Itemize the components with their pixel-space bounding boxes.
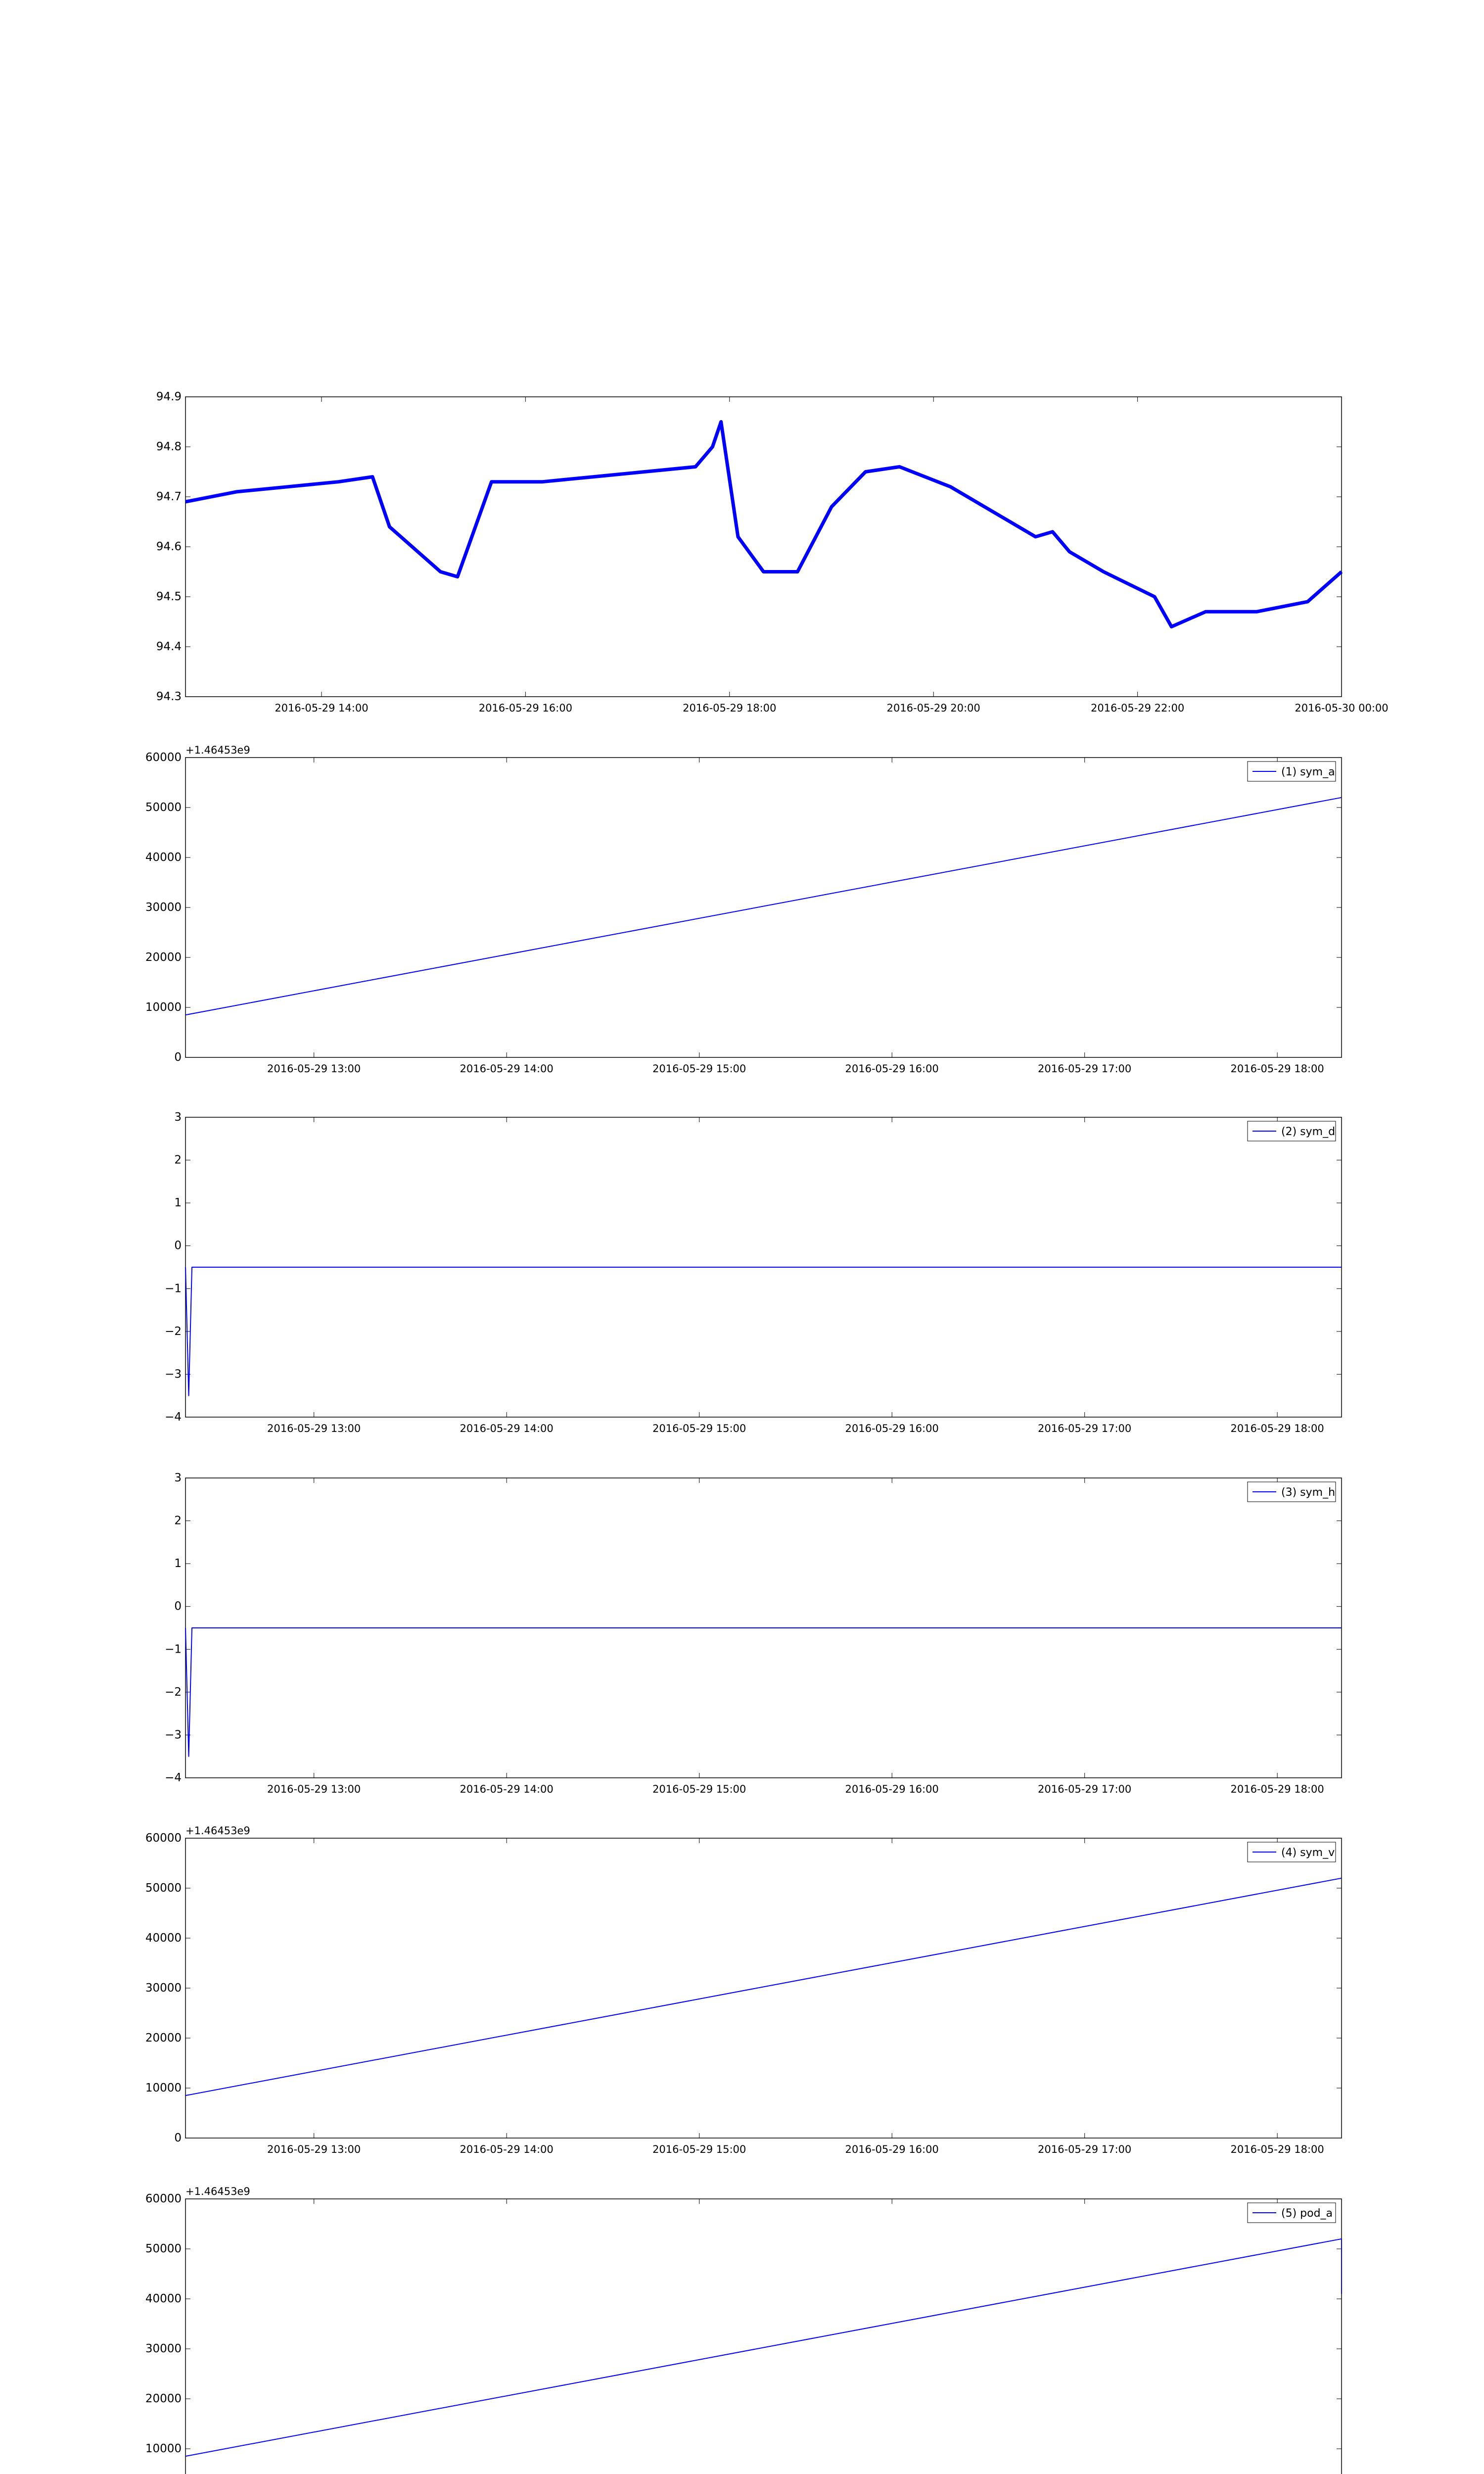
x-tick-label: 2016-05-29 16:00 [845,1063,939,1075]
x-tick-label: 2016-05-29 14:00 [460,1063,554,1075]
x-tick-label: 2016-05-29 18:00 [683,702,777,714]
y-offset-label: +1.46453e9 [186,2186,250,2197]
chart-panel-6 [145,2186,1342,2474]
x-tick-label: 2016-05-29 17:00 [1038,1063,1132,1075]
y-tick-label: 0 [174,1051,182,1064]
y-tick-label: −3 [165,1728,182,1742]
y-tick-label: 50000 [145,2242,182,2255]
y-tick-label: 60000 [145,2192,182,2205]
y-tick-label: −2 [165,1685,182,1699]
y-tick-label: 10000 [145,2442,182,2455]
chart-panel-2 [145,744,1342,1075]
y-tick-label: 30000 [145,1982,182,1995]
y-tick-label: 40000 [145,2292,182,2305]
x-tick-label: 2016-05-29 16:00 [845,2143,939,2155]
x-tick-label: 2016-05-29 14:00 [460,2143,554,2155]
chart-panel-1 [156,390,1389,714]
legend-label: (5) pod_a [1281,2207,1333,2220]
y-tick-label: 30000 [145,901,182,914]
chart-panel-4 [165,1472,1342,1795]
x-tick-label: 2016-05-29 18:00 [1230,1783,1324,1795]
y-tick-label: 60000 [145,751,182,764]
x-tick-label: 2016-05-29 16:00 [845,1783,939,1795]
plot-area [186,758,1342,1057]
x-tick-label: 2016-05-29 18:00 [1230,1423,1324,1434]
x-tick-label: 2016-05-29 14:00 [460,1783,554,1795]
x-tick-label: 2016-05-29 14:00 [275,702,369,714]
legend-label: (4) sym_v [1281,1847,1335,1859]
y-tick-label: 94.4 [156,640,182,653]
chart-panel-3 [165,1111,1342,1434]
y-tick-label: 0 [174,1239,182,1252]
y-tick-label: 60000 [145,1832,182,1845]
y-tick-label: 30000 [145,2342,182,2355]
x-tick-label: 2016-05-29 15:00 [652,1783,746,1795]
x-tick-label: 2016-05-29 18:00 [1230,1063,1324,1075]
x-tick-label: 2016-05-29 15:00 [652,2143,746,2155]
x-tick-label: 2016-05-29 14:00 [460,1423,554,1434]
y-tick-label: 3 [174,1472,182,1484]
x-tick-label: 2016-05-29 13:00 [267,1063,361,1075]
y-tick-label: 94.7 [156,490,182,503]
plot-area [186,1838,1342,2138]
x-tick-label: 2016-05-29 22:00 [1090,702,1185,714]
y-tick-label: 40000 [145,1932,182,1945]
x-tick-label: 2016-05-29 13:00 [267,2143,361,2155]
y-tick-label: 40000 [145,851,182,864]
legend-label: (1) sym_a [1281,766,1335,778]
y-tick-label: −3 [165,1368,182,1381]
y-tick-label: 94.5 [156,590,182,603]
x-tick-label: 2016-05-29 15:00 [652,1063,746,1075]
y-tick-label: 20000 [145,951,182,964]
y-offset-label: +1.46453e9 [186,1825,250,1837]
y-tick-label: 94.3 [156,690,182,703]
y-tick-label: 20000 [145,2032,182,2045]
legend-label: (2) sym_d [1281,1126,1336,1138]
x-tick-label: 2016-05-29 16:00 [478,702,572,714]
x-tick-label: 2016-05-30 00:00 [1295,702,1389,714]
y-tick-label: 0 [174,2132,182,2144]
legend-label: (3) sym_h [1281,1486,1336,1499]
y-tick-label: 50000 [145,801,182,814]
y-tick-label: 94.8 [156,440,182,453]
chart-panel-5 [145,1825,1342,2155]
x-tick-label: 2016-05-29 20:00 [886,702,980,714]
y-tick-label: 20000 [145,2392,182,2405]
y-tick-label: 2 [174,1153,182,1167]
y-tick-label: 94.6 [156,540,182,553]
y-tick-label: 2 [174,1514,182,1527]
y-offset-label: +1.46453e9 [186,744,250,756]
x-tick-label: 2016-05-29 15:00 [652,1423,746,1434]
y-tick-label: 10000 [145,2082,182,2094]
y-tick-label: 94.9 [156,390,182,403]
x-tick-label: 2016-05-29 16:00 [845,1423,939,1434]
x-tick-label: 2016-05-29 18:00 [1230,2143,1324,2155]
y-tick-label: −1 [165,1643,182,1656]
x-tick-label: 2016-05-29 17:00 [1038,2143,1132,2155]
y-tick-label: −4 [165,1411,182,1424]
y-tick-label: −1 [165,1282,182,1295]
y-tick-label: 10000 [145,1001,182,1014]
y-tick-label: 1 [174,1196,182,1210]
y-tick-label: 3 [174,1111,182,1124]
plot-area [186,397,1342,697]
y-tick-label: −2 [165,1325,182,1338]
y-tick-label: 50000 [145,1882,182,1895]
y-tick-label: 0 [174,1600,182,1613]
y-tick-label: 1 [174,1557,182,1570]
x-tick-label: 2016-05-29 13:00 [267,1783,361,1795]
plot-area [186,2199,1342,2474]
y-tick-label: −4 [165,1771,182,1784]
x-tick-label: 2016-05-29 17:00 [1038,1423,1132,1434]
x-tick-label: 2016-05-29 17:00 [1038,1783,1132,1795]
x-tick-label: 2016-05-29 13:00 [267,1423,361,1434]
